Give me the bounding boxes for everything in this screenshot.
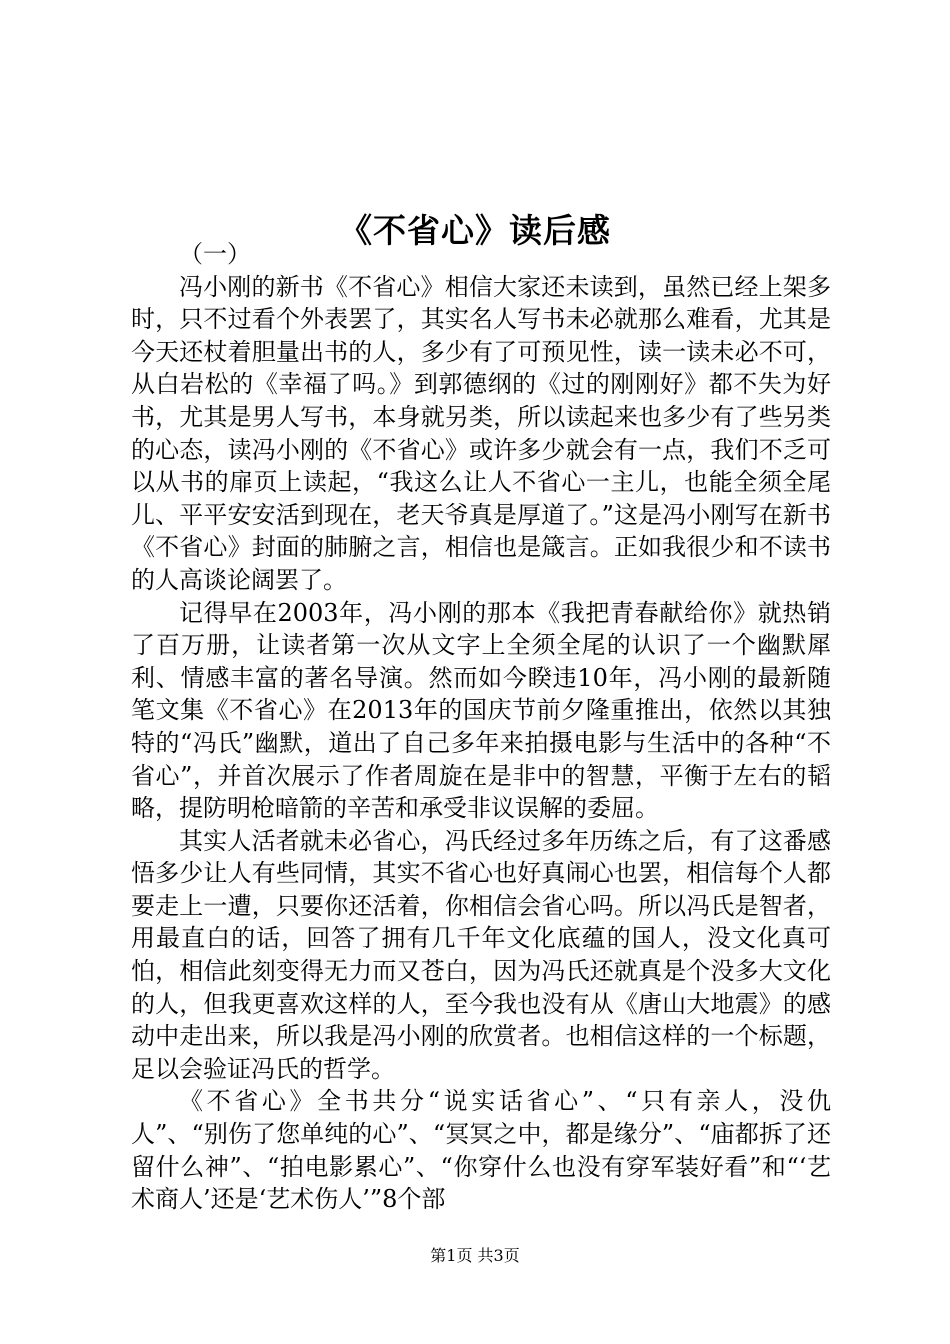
paragraph: 《不省心》全书共分“说实话省心”、“只有亲人，没仇人”、“别伤了您单纯的心”、“冥冥之中，都是缘分”、“庙都拆了还留什么神”、“拍电影累心”、“你穿什么也没有穿军装好看”和“‘艺术商人’还是‘艺术伤人’”8个部 <box>131 1087 831 1214</box>
section-label: （一） <box>179 240 251 268</box>
document-title: 《不省心》读后感 <box>339 211 611 251</box>
paragraph: 其实人活者就未必省心，冯氏经过多年历练之后，有了这番感悟多少让人有些同情，其实不省心也好真闹心也罢，相信每个人都要走上一遭，只要你还活着，你相信会省心吗。所以冯氏是智者，用最直白的话，回答了拥有几千年文化底蕴的国人，没文化真可怕，相信此刻变得无力而又苍白，因为冯氏还就真是个没多大文化的人，但我更喜欢这样的人，至今我也没有从《唐山大地震》的感动中走出来，所以我是冯小刚的欣赏者。也相信这样的一个标题，足以会验证冯氏的哲学。 <box>131 826 831 1083</box>
page-footer: 第1页 共3页 <box>430 1246 520 1265</box>
paragraph: 冯小刚的新书《不省心》相信大家还未读到，虽然已经上架多时，只不过看个外表罢了，其实名人写书未必就那么难看，尤其是今天还杖着胆量出书的人，多少有了可预见性，读一读未必不可，从白岩松的《幸福了吗。》到郭德纲的《过的刚刚好》都不失为好书，尤其是男人写书，本身就另类，所以读起来也多少有了些另类的心态，读冯小刚的《不省心》或许多少就会有一点，我们不乏可以从书的扉页上读起，“我这么让人不省心一主儿，也能全须全尾儿、平平安安活到现在，老天爷真是厚道了。”这是冯小刚写在新书《不省心》封面的肺腑之言，相信也是箴言。正如我很少和不读书的人高谈论阔罢了。 <box>131 272 831 594</box>
paragraph: 记得早在2003年，冯小刚的那本《我把青春献给你》就热销了百万册，让读者第一次从文字上全须全尾的认识了一个幽默犀利、情感丰富的著名导演。然而如今睽违10年，冯小刚的最新随笔文集《不省心》在2013年的国庆节前夕隆重推出，依然以其独特的“冯氏”幽默，道出了自己多年来拍摄电影与生活中的各种“不省心”，并首次展示了作者周旋在是非中的智慧，平衡于左右的韬略，提防明枪暗箭的辛苦和承受非议误解的委屈。 <box>131 598 831 823</box>
document-body <box>131 238 831 1216</box>
